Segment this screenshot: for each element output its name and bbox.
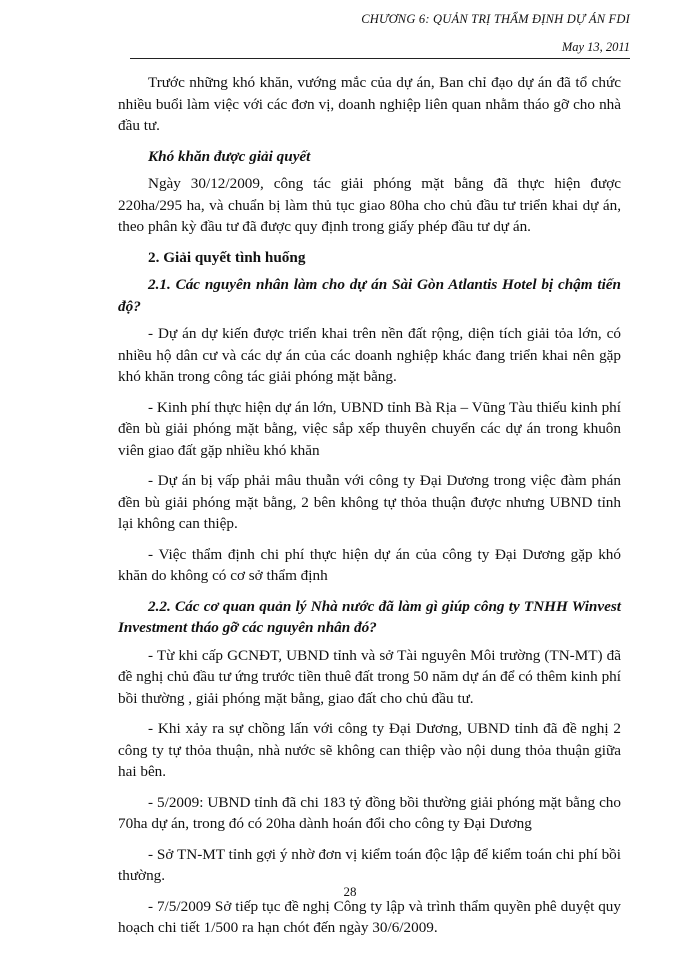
heading-difficulties-resolved: Khó khăn được giải quyết — [148, 147, 311, 165]
header-date: May 13, 2011 — [561, 40, 630, 54]
heading-section-2-2: 2.2. Các cơ quan quản lý Nhà nước đã làm gì giúp công ty TNHH Winvest Investment tháo gỡ các nguyên nhân đó? — [118, 597, 621, 636]
action-item: - Sở TN-MT tỉnh gợi ý nhờ đơn vị kiểm toán độc lập để kiểm toán chi phí bồi thường. — [118, 845, 621, 884]
action-item: - Khi xảy ra sự chồng lấn với công ty Đại Dương, UBND tỉnh đã đề nghị 2 công ty tự thỏa thuận, nhà nước sẽ không can thiệp vào nội dung thỏa thuận giữa hai bên. — [118, 720, 621, 780]
action-item: - 7/5/2009 Sở tiếp tục đề nghị Công ty lập và trình thẩm quyền phê duyệt quy hoạch chi tiết 1/500 ra hạn chót đến ngày 30/6/2009. — [118, 897, 621, 936]
paragraph-resolution: Ngày 30/12/2009, công tác giải phóng mặt bằng đã thực hiện được 220ha/295 ha, và chuẩn bị làm thủ tục giao 80ha cho chủ đầu tư triển khai dự án, theo phân kỳ đầu tư đã được quy định trong giấy phép đầu tư dự án. — [118, 175, 621, 235]
document-body — [118, 72, 621, 948]
cause-item: - Dự án dự kiến được triển khai trên nền đất rộng, diện tích giải tỏa lớn, có nhiều hộ dân cư và các dự án của các doanh nghiệp khác đang triển khai nên gặp khó khăn trong công tác giải phóng mặt bằng. — [118, 325, 621, 385]
heading-section-2: 2. Giải quyết tình huống — [148, 248, 306, 266]
chapter-title: CHƯƠNG 6: QUẢN TRỊ THẨM ĐỊNH DỰ ÁN FDI — [361, 12, 630, 26]
cause-item: - Việc thẩm định chi phí thực hiện dự án của công ty Đại Dương gặp khó khăn do không có cơ sở thẩm định — [118, 545, 621, 584]
heading-section-2-1: 2.1. Các nguyên nhân làm cho dự án Sài Gòn Atlantis Hotel bị chậm tiến độ? — [118, 276, 621, 315]
page-header — [130, 10, 630, 59]
cause-item: - Dự án bị vấp phải mâu thuẫn với công ty Đại Dương trong việc đàm phán đền bù giải phóng mặt bằng, 2 bên không tự thỏa thuận được nhưng UBND tỉnh lại không can thiệp. — [118, 472, 621, 532]
action-item: - Từ khi cấp GCNĐT, UBND tỉnh và sở Tài nguyên Môi trường (TN-MT) đã đề nghị chủ đầu tư ứng trước tiền thuê đất trong 50 năm dự án để có thêm kinh phí bồi thường , giải phóng mặt bằng, giao đất cho chủ đầu tư. — [118, 646, 621, 707]
page-number: 28 — [343, 884, 357, 899]
paragraph-intro: Trước những khó khăn, vướng mắc của dự án, Ban chỉ đạo dự án đã tổ chức nhiều buổi làm việc với các đơn vị, doanh nghiệp liên quan nhằm tháo gỡ cho nhà đầu tư. — [118, 74, 621, 134]
action-item: - 5/2009: UBND tỉnh đã chi 183 tỷ đồng bồi thường giải phóng mặt bằng cho 70ha dự án, trong đó có 20ha dành hoán đổi cho công ty Đại Dương — [118, 793, 621, 832]
cause-item: - Kinh phí thực hiện dự án lớn, UBND tỉnh Bà Rịa – Vũng Tàu thiếu kinh phí đền bù giải phóng mặt bằng, việc sắp xếp thuyên chuyển các dự án trong khuôn viên giao đất gặp nhiều khó khăn — [118, 398, 621, 459]
